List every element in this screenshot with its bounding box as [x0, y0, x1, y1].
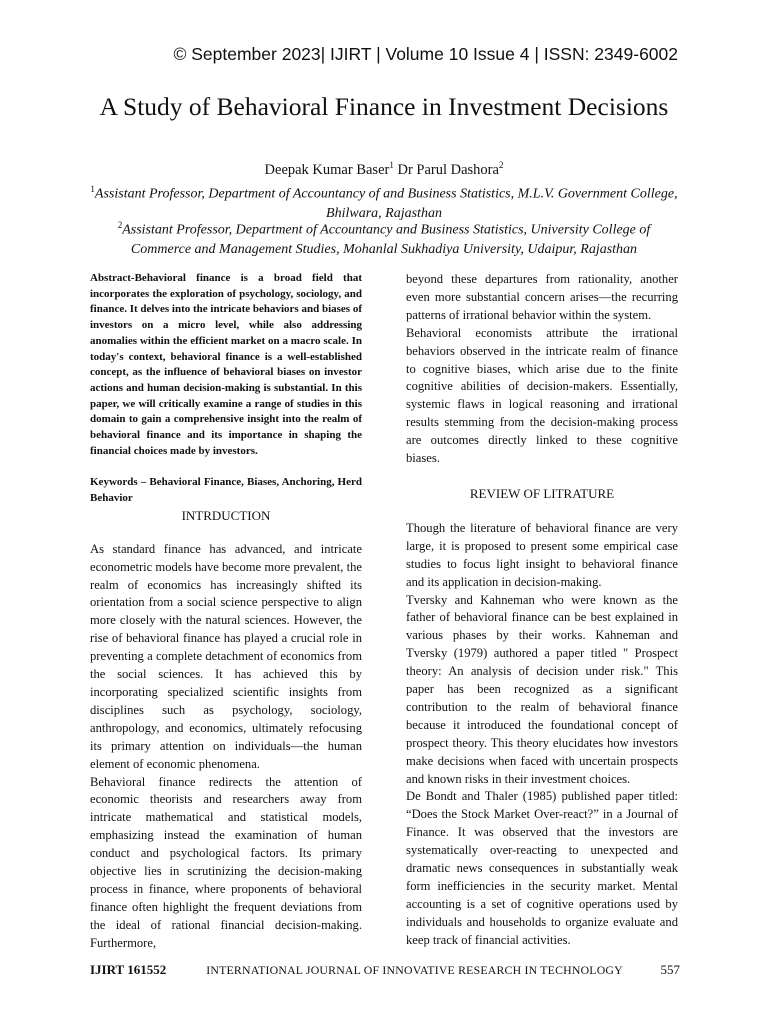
paragraph: Tversky and Kahneman who were known as the father of behavioral finance can be best explained in various phases by their works. Kahneman and Tversky (1979) authored a paper titled " Prospect theory: An analysis of decision under risk." This paper has been recognized as a significant contribution to the realm of behavioral finance because it introduced the foundational concept of prospect theory. This theory elucidates how investors make decisions when faced with uncertain prospects and known risks in their investment choices.: [406, 592, 678, 786]
affiliation-mark: 1: [389, 160, 394, 170]
affiliation-mark: 2: [498, 160, 504, 170]
keywords: Keywords – Behavioral Finance, Biases, Anchoring, Herd Behavior: [90, 476, 362, 505]
paper-title: A Study of Behavioral Finance in Investment Decisions: [99, 92, 669, 121]
paragraph: beyond these departures from rationality, another even more substantial concern arises—the recurring patterns of irrational behavior within the system.: [406, 272, 678, 322]
affiliation-text: Assistant Professor, Department of Accountancy of and Business Statistics, M.L.V. Government College,: [94, 186, 678, 202]
paragraph: De Bondt and Thaler (1985) published paper titled: “Does the Stock Market Over-react?” in a Journal of Finance. It was observed that the investors are systematically over-reacting to unexpected and dramatic news consequences in substantially weak form inefficiencies in the security market. Mental accounting is a set of cognitive operations used by individuals and households to organize evaluate and keep track of financial activities.: [406, 789, 678, 947]
paragraph: As standard finance has advanced, and intricate econometric models have become more prevalent, the realm of economics has increasingly shifted its orientation from a social science perspective to align more closely with the natural sciences. However, the rise of behavioral finance has played a crucial role in preventing a complete detachment of economics from the social sciences. It has achieved this by incorporating specialized scientific insights from disciplines such as psychology, sociology, anthropology, and economics, ultimately refocusing its primary attention on individuals—the human element of economic phenomena.: [90, 541, 362, 771]
affiliation-mark: 2: [117, 220, 123, 230]
affiliation-text: Bhilwara, Rajasthan: [326, 205, 442, 221]
abstract: Abstract-Behavioral finance is a broad field that incorporates the exploration of psychology, sociology, and finance. It delves into the intricate behaviors and biases of investors on a micro level, while also addressing anomalies within the efficient market on a macro scale. In today's context, behavioral finance is a well-established concept, as the influence of behavioral biases on investor actions and human decision-making is substantial. In this paper, we will critically examine a range of studies in this domain to gain a comprehensive insight into the realm of behavioral finance and its importance in shaping the financial choices made by investors.: [90, 272, 362, 457]
affiliation-text: Commerce and Management Studies, Mohanlal Sukhadiya University, Udaipur, Rajasthan: [130, 241, 638, 257]
affiliation-text: Assistant Professor, Department of Accountancy and Business Statistics, University College of: [122, 222, 651, 238]
paper-code: IJIRT 161552: [90, 962, 167, 977]
section-heading-review: REVIEW OF LITRATURE: [469, 485, 615, 501]
paragraph: Behavioral finance redirects the attention of economic theorists and researchers away from intricate mathematical and statistical models, emphasizing instead the examination of human conduct and psychological factors. Its primary objective lies in scrutinizing the decision-making process in finance, where proponents of behavioral finance often highlight the frequent deviations from the ideal of rational financial decision-making. Furthermore,: [90, 774, 362, 950]
paragraph: Behavioral economists attribute the irrational behaviors observed in the intricate realm of finance to cognitive biases, which arise due to the finite cognitive abilities of decision-makers. Essentially, systemic flaws in logical reasoning and irrational results stemming from the decision-making process are outcomes directly linked to these cognitive biases.: [406, 325, 678, 466]
section-heading-introduction: INTRDUCTION: [181, 507, 271, 523]
page-footer: [90, 962, 680, 978]
left-column: [90, 271, 362, 953]
affiliation-mark: 1: [90, 184, 95, 194]
page-number: 557: [660, 962, 680, 977]
affiliation-2: [60, 216, 708, 259]
author-name: Deepak Kumar Baser: [264, 161, 390, 178]
paragraph: Though the literature of behavioral finance are very large, it is proposed to present some empirical case studies to focus light insight to behavioral finance and its application in decision-making.: [406, 520, 678, 589]
journal-citation-header: © September 2023| IJIRT | Volume 10 Issue 4 | ISSN: 2349-6002: [173, 44, 678, 64]
author-name: Dr Parul Dashora: [393, 161, 499, 178]
journal-name: INTERNATIONAL JOURNAL OF INNOVATIVE RESEARCH IN TECHNOLOGY: [206, 963, 623, 977]
author-list: [0, 160, 768, 179]
right-column: [406, 271, 678, 950]
